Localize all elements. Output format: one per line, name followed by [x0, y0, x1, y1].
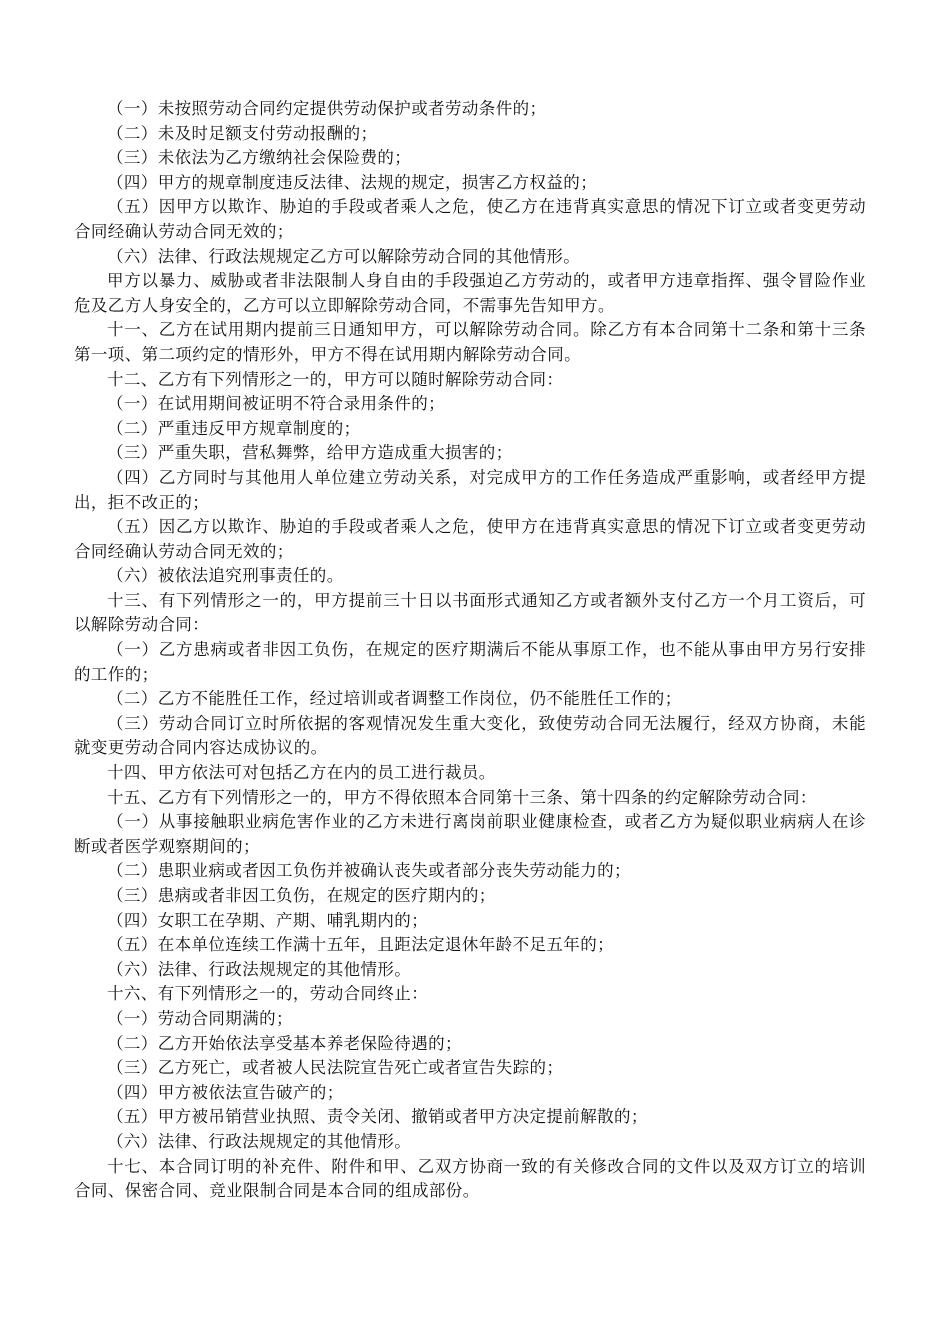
- paragraph: （四）甲方的规章制度违反法律、法规的规定，损害乙方权益的；: [107, 172, 598, 192]
- paragraph: 十二、乙方有下列情形之一的，甲方可以随时解除劳动合同：: [107, 369, 564, 389]
- paragraph: （六）法律、行政法规规定乙方可以解除劳动合同的其他情形。: [107, 246, 581, 266]
- paragraph: （一）劳动合同期满的；: [107, 1008, 293, 1028]
- paragraph: （六）被依法追究刑事责任的。: [107, 566, 344, 586]
- paragraph: 十三、有下列情形之一的，甲方提前三十日以书面形式通知乙方或者额外支付乙方一个月工资后，可以解除劳动合同：: [74, 590, 866, 635]
- paragraph: （四）乙方同时与其他用人单位建立劳动关系，对完成甲方的工作任务造成严重影响，或者经甲方提出，拒不改正的；: [74, 467, 866, 512]
- paragraph: （六）法律、行政法规规定的其他情形。: [107, 1131, 412, 1151]
- paragraph: （五）在本单位连续工作满十五年，且距法定退休年龄不足五年的；: [107, 935, 614, 955]
- document-body: [74, 97, 866, 1204]
- paragraph: 十四、甲方依法可对包括乙方在内的员工进行裁员。: [107, 763, 496, 783]
- paragraph: （五）因甲方以欺诈、胁迫的手段或者乘人之危，使乙方在违背真实意思的情况下订立或者变更劳动合同经确认劳动合同无效的；: [74, 197, 866, 241]
- paragraph: （三）乙方死亡，或者被人民法院宣告死亡或者宣告失踪的；: [107, 1058, 564, 1078]
- paragraph: （一）未按照劳动合同约定提供劳动保护或者劳动条件的；: [107, 99, 547, 118]
- paragraph: （一）在试用期间被证明不符合录用条件的；: [107, 394, 445, 414]
- paragraph: （二）乙方开始依法享受基本养老保险待遇的；: [107, 1033, 462, 1053]
- paragraph: （三）患病或者非因工负伤，在规定的医疗期内的；: [107, 886, 496, 905]
- paragraph: （五）甲方被吊销营业执照、责令关闭、撤销或者甲方决定提前解散的；: [107, 1107, 648, 1127]
- paragraph: （五）因乙方以欺诈、胁迫的手段或者乘人之危，使甲方在违背真实意思的情况下订立或者变更劳动合同经确认劳动合同无效的；: [74, 517, 866, 561]
- paragraph: （四）甲方被依法宣告破产的；: [107, 1082, 344, 1102]
- paragraph: （一）乙方患病或者非因工负伤，在规定的医疗期满后不能从事原工作，也不能从事由甲方另行安排的工作的；: [74, 640, 866, 684]
- paragraph: （二）未及时足额支付劳动报酬的；: [107, 123, 378, 143]
- paragraph: （三）劳动合同订立时所依据的客观情况发生重大变化，致使劳动合同无法履行，经双方协商，未能就变更劳动合同内容达成协议的。: [74, 713, 866, 758]
- paragraph: （二）患职业病或者因工负伤并被确认丧失或者部分丧失劳动能力的；: [107, 861, 631, 881]
- paragraph: 十一、乙方在试用期内提前三日通知甲方，可以解除劳动合同。除乙方有本合同第十二条和第十三条第一项、第二项约定的情形外，甲方不得在试用期内解除劳动合同。: [74, 320, 866, 364]
- paragraph: 十六、有下列情形之一的，劳动合同终止：: [107, 984, 429, 1004]
- paragraph: 甲方以暴力、威胁或者非法限制人身自由的手段强迫乙方劳动的，或者甲方违章指挥、强令冒险作业危及乙方人身安全的，乙方可以立即解除劳动合同，不需事先告知甲方。: [74, 271, 866, 315]
- paragraph: （三）未依法为乙方缴纳社会保险费的；: [107, 148, 412, 168]
- paragraph: （四）女职工在孕期、产期、哺乳期内的；: [107, 910, 429, 930]
- paragraph: （一）从事接触职业病危害作业的乙方未进行离岗前职业健康检查，或者乙方为疑似职业病病人在诊断或者医学观察期间的；: [74, 812, 866, 856]
- paragraph: （二）严重违反甲方规章制度的；: [107, 418, 361, 438]
- paragraph: 十七、本合同订明的补充件、附件和甲、乙双方协商一致的有关修改合同的文件以及双方订立的培训合同、保密合同、竞业限制合同是本合同的组成部份。: [74, 1156, 866, 1201]
- paragraph: （三）严重失职，营私舞弊，给甲方造成重大损害的；: [107, 443, 513, 463]
- paragraph: 十五、乙方有下列情形之一的，甲方不得依照本合同第十三条、第十四条的约定解除劳动合同：: [107, 787, 817, 807]
- paragraph: （六）法律、行政法规规定的其他情形。: [107, 959, 412, 979]
- paragraph: （二）乙方不能胜任工作，经过培训或者调整工作岗位，仍不能胜任工作的；: [107, 689, 682, 709]
